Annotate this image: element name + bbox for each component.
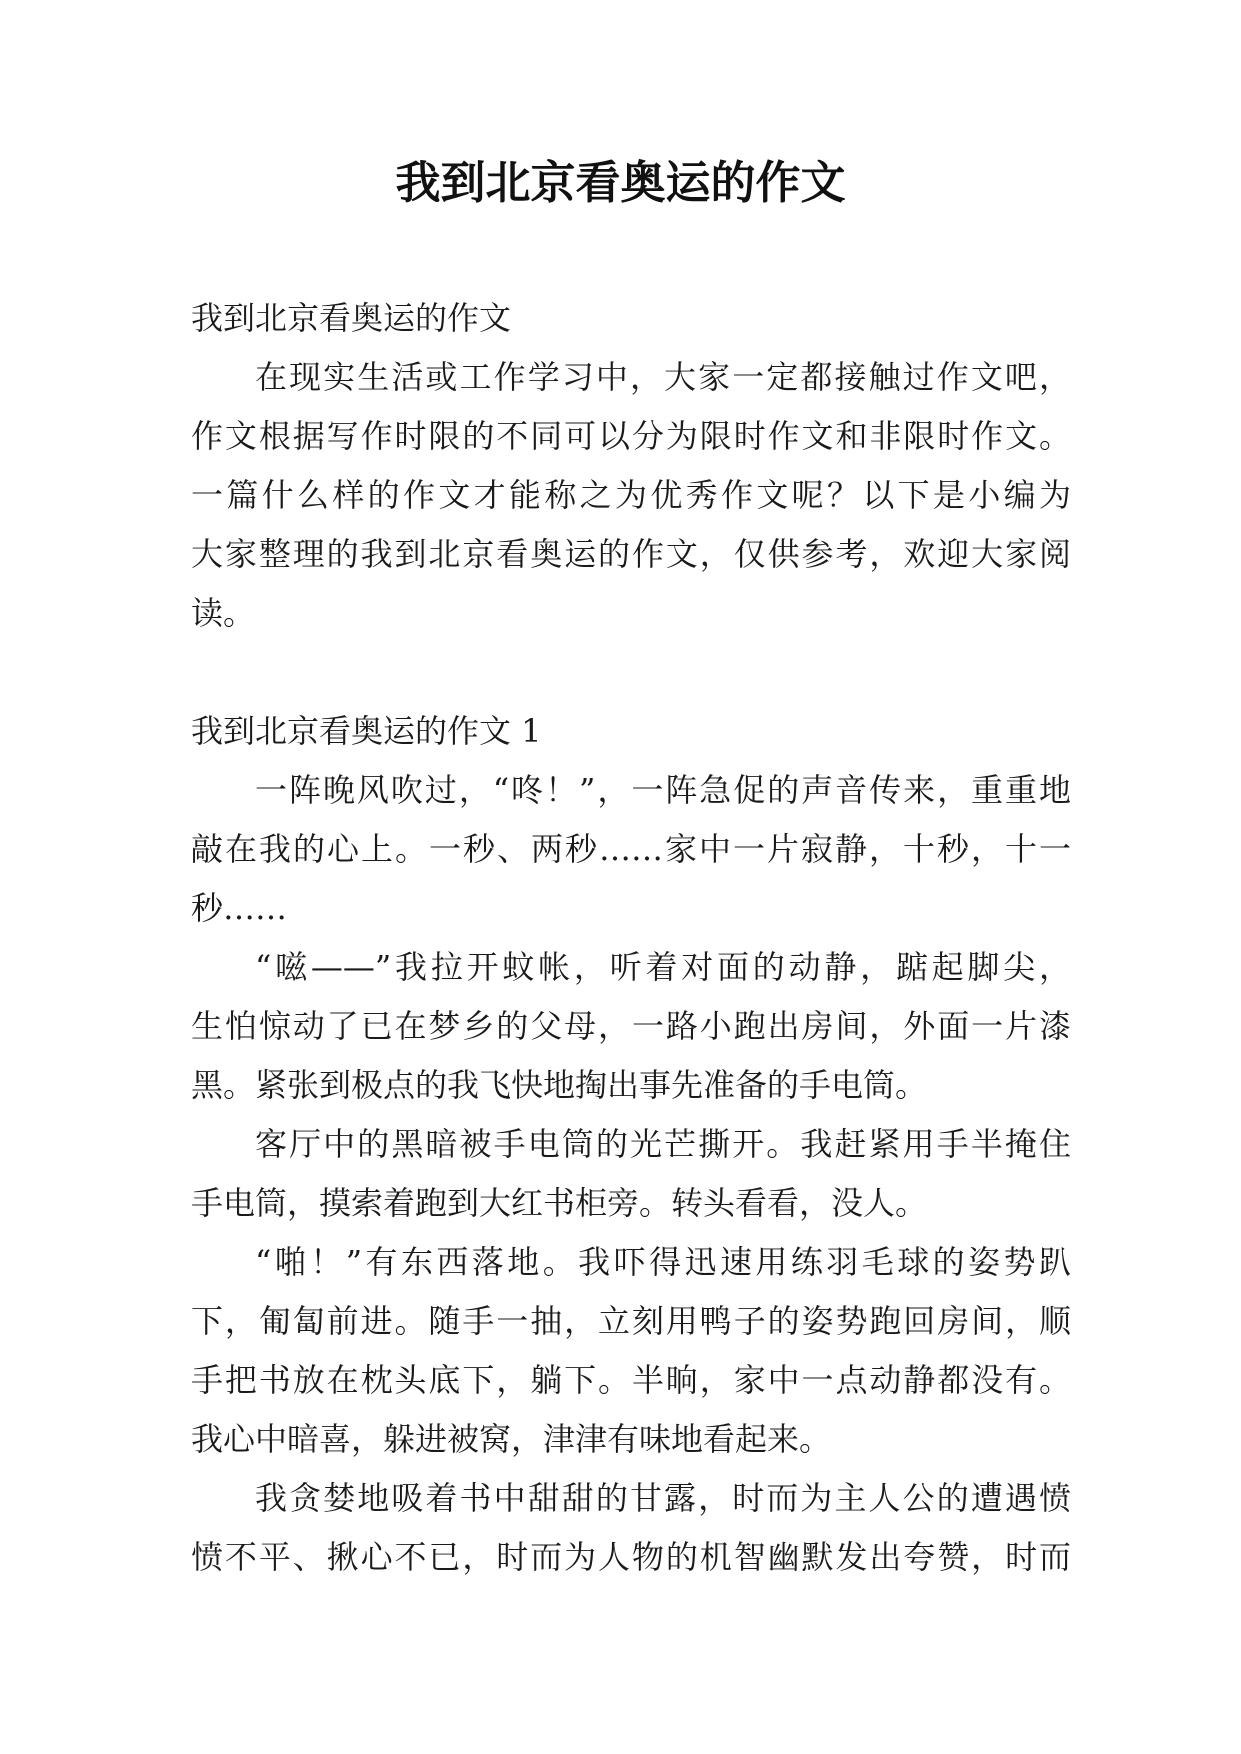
paragraph-line: 一篇什么样的作文才能称之为优秀作文呢？以下是小编为 xyxy=(191,476,1071,514)
paragraph-line: 大家整理的我到北京看奥运的作文，仅供参考，欢迎大家阅 xyxy=(191,535,1071,573)
paragraph xyxy=(191,1115,1071,1233)
paragraph-line: 读。 xyxy=(191,594,256,632)
document-body xyxy=(191,289,1071,1587)
paragraph-line: 手把书放在枕头底下，躺下。半晌，家中一点动静都没有。 xyxy=(191,1361,1071,1399)
paragraph xyxy=(191,761,1071,938)
paragraph xyxy=(191,1233,1071,1469)
paragraph-line: 愤不平、揪心不已，时而为人物的机智幽默发出夸赞，时而 xyxy=(191,1538,1071,1576)
document-title: 我到北京看奥运的作文 xyxy=(395,156,846,209)
paragraph-line: “嗞——”我拉开蚊帐，听着对面的动静，踮起脚尖， xyxy=(255,948,1071,986)
paragraph-line: 作文根据写作时限的不同可以分为限时作文和非限时作文。 xyxy=(191,417,1071,455)
paragraph xyxy=(191,938,1071,1115)
paragraph-line: 黑。紧张到极点的我飞快地掏出事先准备的手电筒。 xyxy=(191,1066,928,1104)
paragraph-line: 生怕惊动了已在梦乡的父母，一路小跑出房间，外面一片漆 xyxy=(191,1007,1071,1045)
paragraph-line: “啪！”有东西落地。我吓得迅速用练羽毛球的姿势趴 xyxy=(255,1243,1071,1281)
paragraph-line: 我贪婪地吸着书中甜甜的甘露，时而为主人公的遭遇愤 xyxy=(255,1479,1071,1517)
paragraph-line: 客厅中的黑暗被手电筒的光芒撕开。我赶紧用手半掩住 xyxy=(255,1125,1071,1163)
paragraph-line: 秒…… xyxy=(191,889,288,927)
paragraph-line: 下，匍匐前进。随手一抽，立刻用鸭子的姿势跑回房间，顺 xyxy=(191,1302,1071,1340)
paragraph xyxy=(191,1469,1071,1587)
section-heading: 我到北京看奥运的作文 xyxy=(191,299,512,337)
section-heading: 我到北京看奥运的作文 1 xyxy=(191,712,542,750)
section-intro xyxy=(191,289,1071,643)
paragraph xyxy=(191,348,1071,643)
paragraph-line: 在现实生活或工作学习中，大家一定都接触过作文吧， xyxy=(255,358,1071,396)
section-essay-1 xyxy=(191,702,1071,1587)
paragraph-line: 敲在我的心上。一秒、两秒……家中一片寂静，十秒，十一 xyxy=(191,830,1071,868)
paragraph-line: 手电筒，摸索着跑到大红书柜旁。转头看看，没人。 xyxy=(191,1184,928,1222)
paragraph-line: 我心中暗喜，躲进被窝，津津有味地看起来。 xyxy=(191,1420,832,1458)
paragraph-line: 一阵晚风吹过，“咚！”，一阵急促的声音传来，重重地 xyxy=(255,771,1071,809)
